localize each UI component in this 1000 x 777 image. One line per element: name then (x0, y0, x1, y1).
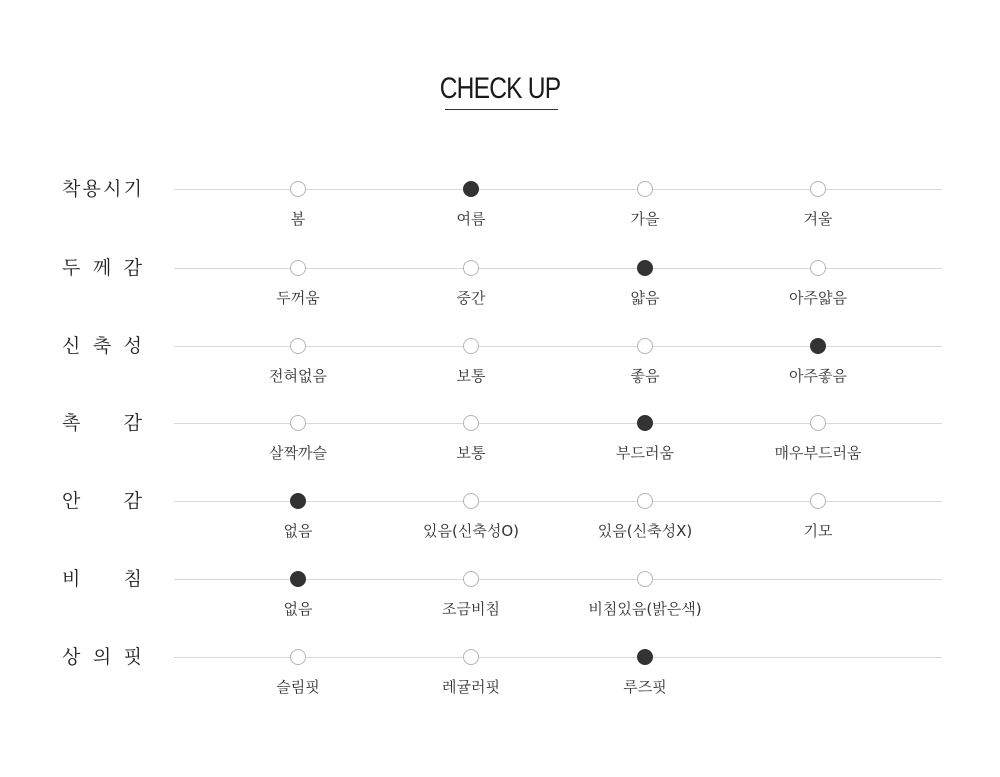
attribute-row (0, 412, 1000, 483)
option-label: 살짝까슬 (269, 444, 327, 462)
option-dot (290, 260, 306, 276)
row-label-char: 감 (123, 490, 142, 512)
row-label (62, 411, 142, 435)
option-label: 레귤러핏 (442, 678, 500, 696)
attribute-row (0, 178, 1000, 249)
option-dot (637, 571, 653, 587)
option-dot (290, 649, 306, 665)
row-label-char: 두 (62, 257, 81, 279)
option-label: 슬림핏 (276, 678, 320, 696)
selected-option-dot (637, 415, 653, 431)
option-dot (463, 415, 479, 431)
page-title: CHECK UP (439, 72, 561, 105)
option-label: 부드러움 (616, 444, 674, 462)
option-dot (290, 415, 306, 431)
option-dot (463, 649, 479, 665)
selected-option-dot (290, 571, 306, 587)
row-label (62, 334, 142, 358)
option-label: 보통 (456, 444, 486, 462)
option-dot (290, 338, 306, 354)
row-label-char: 감 (123, 412, 142, 434)
option-label: 있음(신축성X) (597, 522, 693, 540)
row-label (62, 489, 142, 513)
row-label-char: 감 (123, 257, 142, 279)
row-label-char: 기 (123, 178, 142, 200)
option-dot (290, 181, 306, 197)
option-label: 얇음 (630, 289, 660, 307)
option-label: 중간 (456, 289, 486, 307)
option-dot (463, 571, 479, 587)
row-label-char: 시 (103, 178, 122, 200)
option-label: 겨울 (803, 210, 833, 228)
row-label (62, 177, 142, 201)
option-label: 조금비침 (442, 600, 500, 618)
option-dot (463, 338, 479, 354)
option-label: 보통 (456, 367, 486, 385)
option-dot (637, 493, 653, 509)
row-label-char: 신 (62, 335, 81, 357)
title-underline (445, 109, 558, 110)
attribute-row (0, 257, 1000, 328)
selected-option-dot (637, 260, 653, 276)
selected-option-dot (463, 181, 479, 197)
row-label (62, 645, 142, 669)
option-label: 봄 (290, 210, 306, 228)
option-label: 좋음 (630, 367, 660, 385)
option-dot (637, 338, 653, 354)
option-label: 없음 (283, 522, 313, 540)
row-label-char: 께 (92, 257, 112, 279)
selected-option-dot (810, 338, 826, 354)
option-label: 전혀없음 (269, 367, 327, 385)
option-label: 가을 (630, 210, 660, 228)
row-label-char: 성 (123, 335, 142, 357)
selected-option-dot (637, 649, 653, 665)
option-label: 여름 (456, 210, 486, 228)
option-label: 없음 (283, 600, 313, 618)
option-dot (637, 181, 653, 197)
option-label: 기모 (803, 522, 833, 540)
row-label-char: 침 (123, 568, 142, 590)
attribute-row (0, 335, 1000, 406)
row-label-char: 축 (92, 335, 112, 357)
option-dot (810, 415, 826, 431)
row-label-char: 상 (62, 646, 81, 668)
row-label (62, 256, 142, 280)
selected-option-dot (290, 493, 306, 509)
row-label-char: 용 (82, 178, 101, 200)
row-label (62, 567, 142, 591)
option-label: 있음(신축성O) (423, 522, 519, 540)
option-label: 매우부드러움 (774, 444, 862, 462)
option-dot (810, 181, 826, 197)
option-label: 두꺼움 (276, 289, 320, 307)
option-dot (810, 493, 826, 509)
attribute-row (0, 490, 1000, 561)
option-label: 루즈핏 (623, 678, 667, 696)
row-label-char: 비 (62, 568, 81, 590)
row-label-char: 착 (62, 178, 81, 200)
option-label: 아주좋음 (789, 367, 847, 385)
option-dot (463, 260, 479, 276)
attribute-row (0, 646, 1000, 717)
row-label-char: 핏 (123, 646, 142, 668)
row-label-char: 안 (62, 490, 81, 512)
option-dot (463, 493, 479, 509)
row-label-char: 촉 (62, 412, 81, 434)
row-label-char: 의 (92, 646, 112, 668)
option-label: 아주얇음 (789, 289, 847, 307)
option-dot (810, 260, 826, 276)
attribute-row (0, 568, 1000, 639)
option-label: 비침있음(밝은색) (588, 600, 702, 618)
